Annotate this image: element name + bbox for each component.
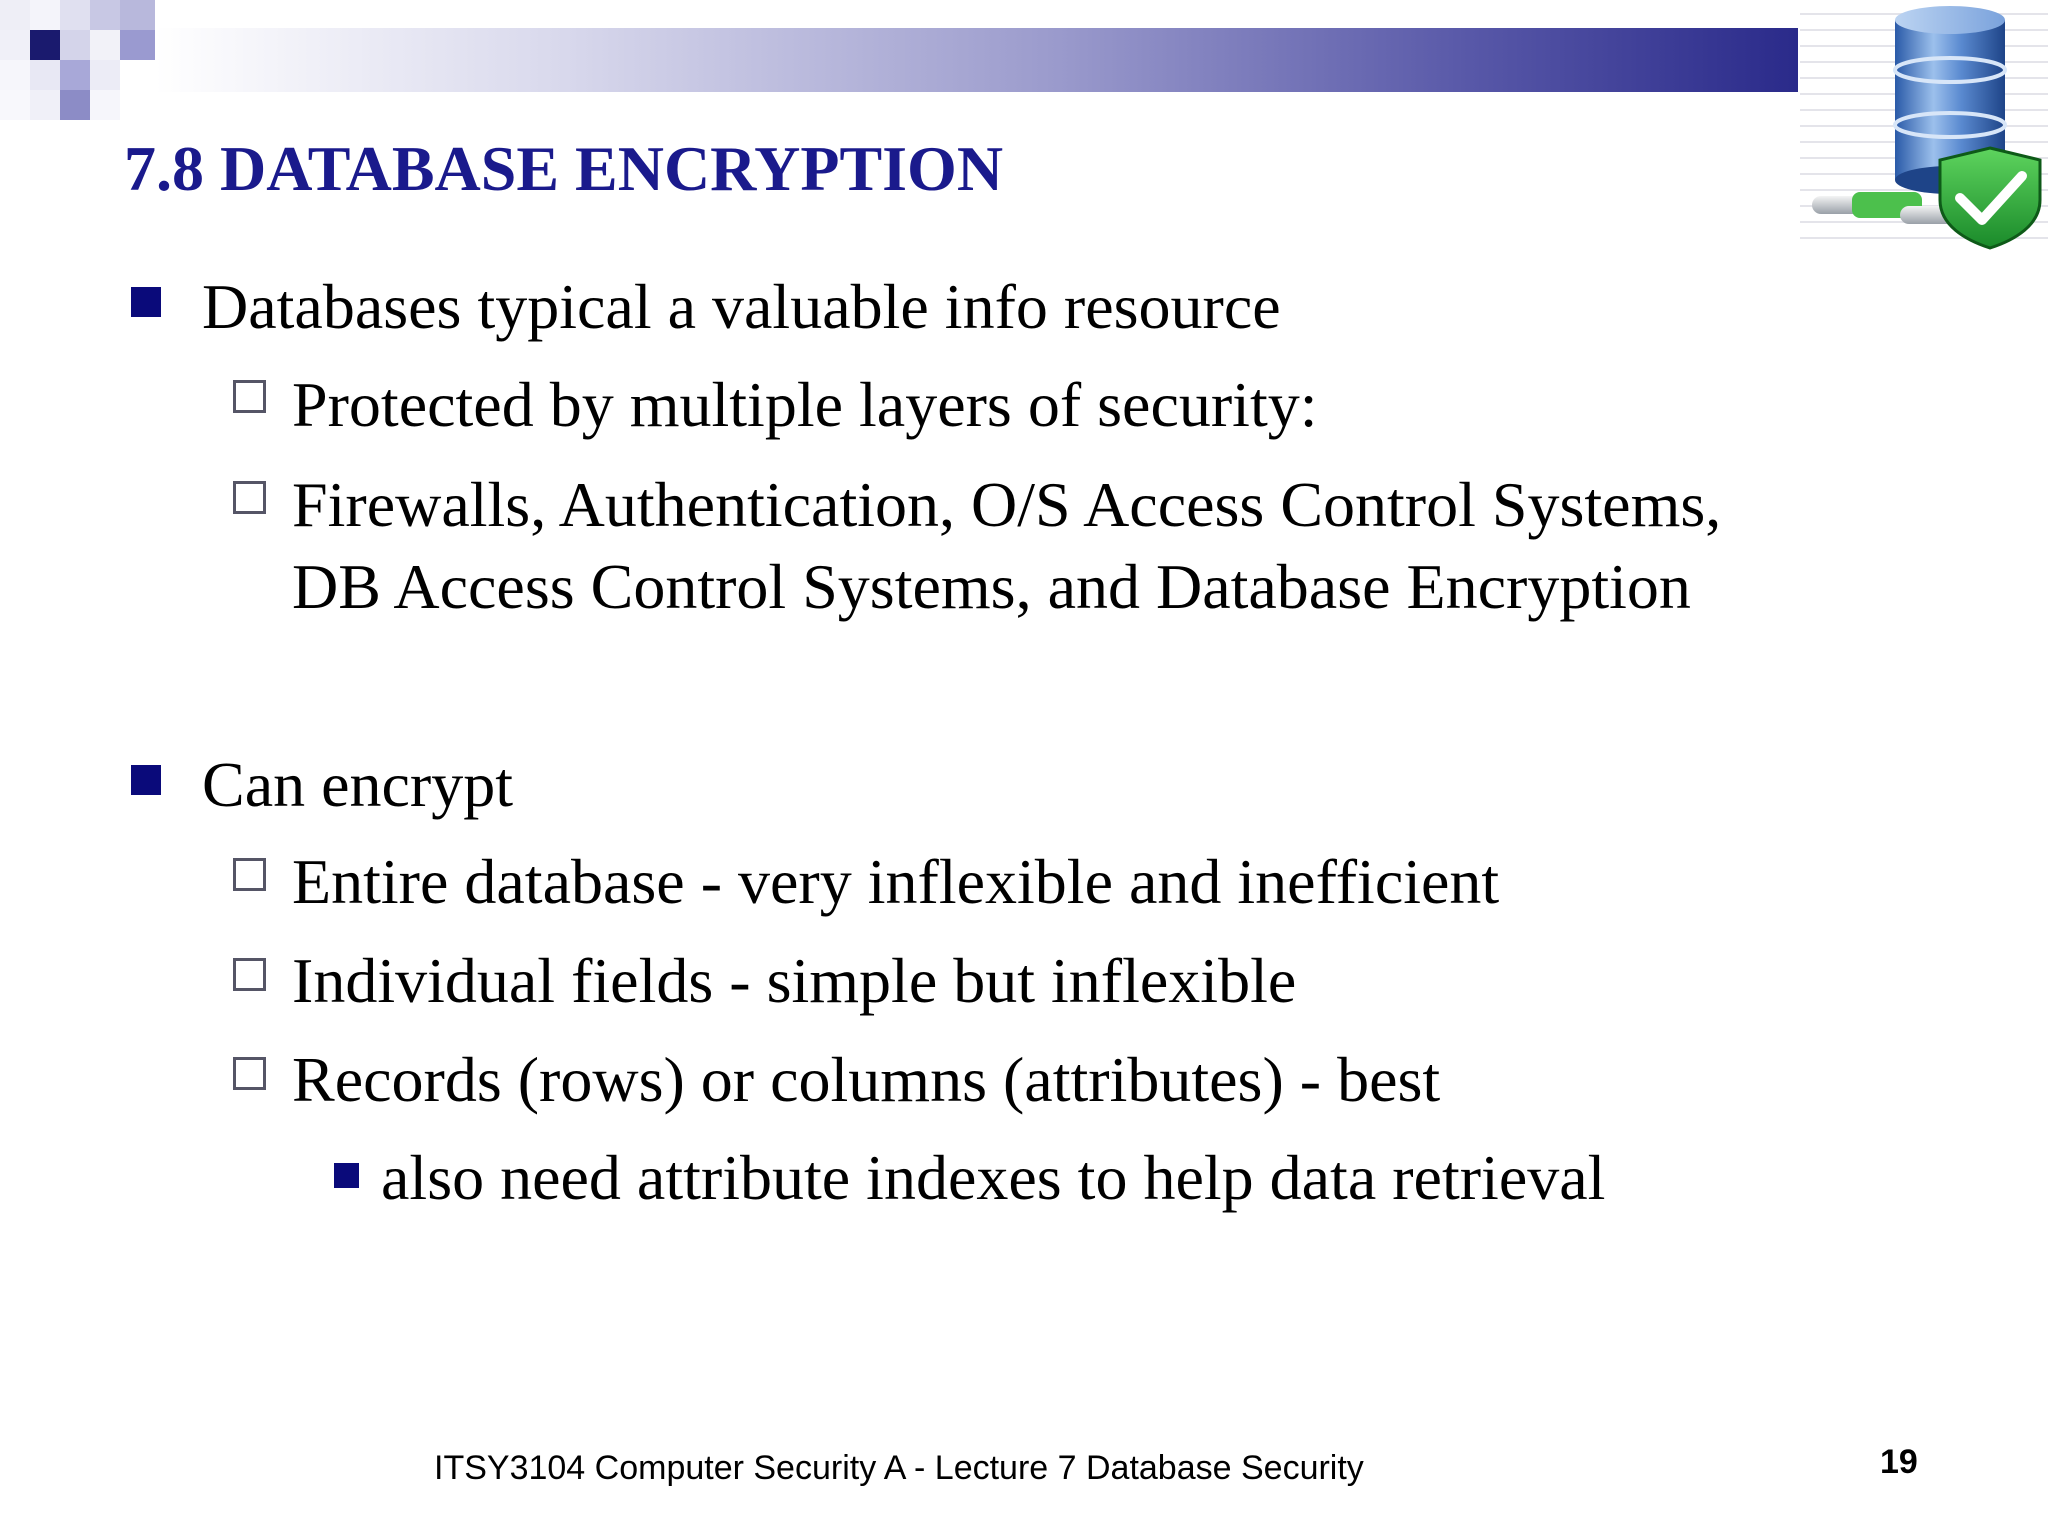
deco-square	[60, 90, 90, 120]
sub-bullet-text: Protected by multiple layers of security:	[292, 369, 1318, 440]
sub-bullet-text: Entire database - very inflexible and inefficient	[292, 846, 1500, 917]
checkbox-bullet-icon	[233, 380, 266, 413]
deco-square	[0, 90, 30, 120]
deco-square	[30, 90, 60, 120]
sub-sub-bullet-text: also need attribute indexes to help data retrieval	[381, 1142, 1606, 1213]
deco-square	[60, 60, 90, 90]
bullet-text: Can encrypt	[202, 749, 513, 820]
deco-square	[0, 60, 30, 90]
database-shield-icon	[1800, 0, 2048, 250]
deco-square	[30, 0, 60, 30]
small-square-bullet-icon	[334, 1163, 359, 1188]
deco-square	[90, 60, 120, 90]
bullet-text: Databases typical a valuable info resource	[202, 271, 1281, 342]
sub-bullet-text: Firewalls, Authentication, O/S Access Control Systems,	[292, 469, 1722, 540]
checkbox-bullet-icon	[233, 958, 266, 991]
deco-square	[60, 30, 90, 60]
deco-square	[30, 30, 60, 60]
deco-square	[90, 90, 120, 120]
checkbox-bullet-icon	[233, 858, 266, 891]
page-number: 19	[1880, 1443, 1918, 1481]
deco-square	[0, 30, 30, 60]
slide-title: 7.8 DATABASE ENCRYPTION	[124, 133, 1004, 204]
bullet-square-icon	[131, 765, 161, 795]
deco-square	[90, 0, 120, 30]
deco-square	[0, 0, 30, 30]
header-gradient-bar	[155, 28, 1798, 92]
sub-bullet-text: Records (rows) or columns (attributes) - best	[292, 1044, 1441, 1115]
bullet-square-icon	[131, 287, 161, 317]
slide-footer: ITSY3104 Computer Security A - Lecture 7 Database Security	[434, 1449, 1364, 1487]
deco-square	[90, 30, 120, 60]
checkbox-bullet-icon	[233, 1057, 266, 1090]
deco-square	[120, 0, 155, 30]
sub-bullet-text-continued: DB Access Control Systems, and Database Encryption	[292, 551, 1691, 622]
deco-square	[60, 0, 90, 30]
deco-square	[30, 60, 60, 90]
deco-square	[120, 30, 155, 60]
sub-bullet-text: Individual fields - simple but inflexible	[292, 945, 1297, 1016]
checkbox-bullet-icon	[233, 481, 266, 514]
